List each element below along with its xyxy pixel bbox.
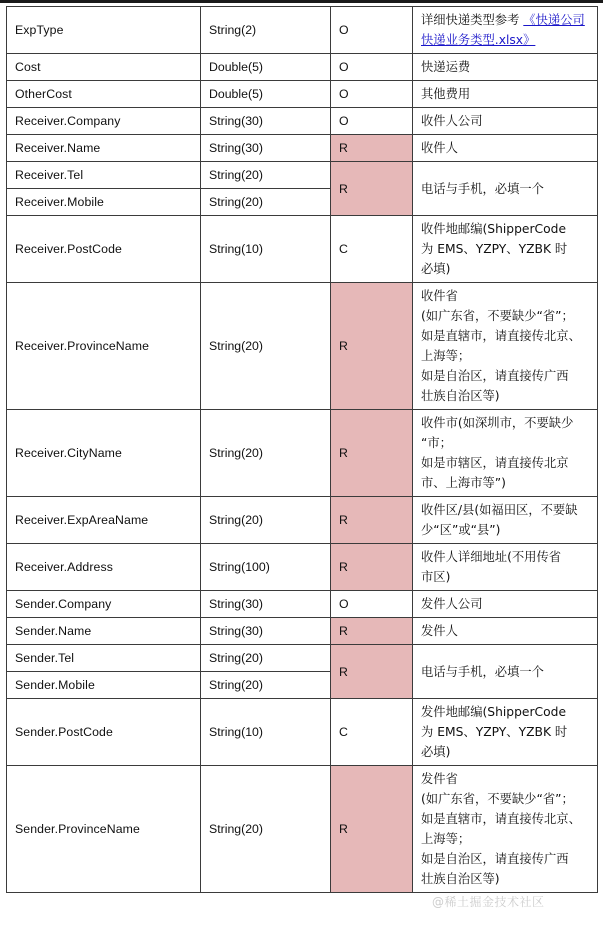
- description-cell: 收件人公司: [413, 108, 598, 135]
- description-cell: [413, 544, 598, 591]
- table-row: [7, 544, 598, 591]
- spec-table-container: [6, 6, 597, 893]
- required-flag-cell: O: [331, 81, 413, 108]
- field-name-cell: Sender.Company: [7, 591, 201, 618]
- description-line: 收件区/县(如福田区，不要缺: [421, 503, 578, 517]
- field-name-cell: Sender.ProvinceName: [7, 766, 201, 893]
- table-row: [7, 108, 598, 135]
- field-type-cell: String(10): [201, 699, 331, 766]
- description-line: 为 EMS、YZPY、YZBK 时: [421, 242, 568, 256]
- required-flag-cell: R: [331, 497, 413, 544]
- field-type-cell: String(20): [201, 672, 331, 699]
- description-cell: 收件人: [413, 135, 598, 162]
- description-line: 收件省: [421, 289, 458, 303]
- field-type-cell: String(30): [201, 108, 331, 135]
- description-cell: 发件人公司: [413, 591, 598, 618]
- field-type-cell: String(20): [201, 497, 331, 544]
- description-text: 详细快递类型参考: [421, 13, 524, 27]
- description-cell: 电话与手机，必填一个: [413, 645, 598, 699]
- description-line: 如是市辖区，请直接传北京: [421, 456, 569, 470]
- required-flag-cell: R: [331, 544, 413, 591]
- description-line: 必填): [421, 262, 451, 276]
- field-type-cell: String(10): [201, 216, 331, 283]
- field-name-cell: Receiver.ExpAreaName: [7, 497, 201, 544]
- description-line: 发件省: [421, 772, 458, 786]
- description-line: 发件地邮编(ShipperCode: [421, 705, 567, 719]
- table-row: [7, 699, 598, 766]
- description-line: 必填): [421, 745, 451, 759]
- description-line: 壮族自治区等): [421, 872, 500, 886]
- description-line: 收件市(如深圳市，不要缺少: [421, 416, 574, 430]
- field-name-cell: Receiver.ProvinceName: [7, 283, 201, 410]
- field-type-cell: String(2): [201, 7, 331, 54]
- table-row: [7, 497, 598, 544]
- field-type-cell: String(20): [201, 283, 331, 410]
- table-row: [7, 766, 598, 893]
- description-line: “市；: [421, 436, 452, 450]
- field-type-cell: String(20): [201, 645, 331, 672]
- required-flag-cell: O: [331, 591, 413, 618]
- field-name-cell: OtherCost: [7, 81, 201, 108]
- table-row: [7, 81, 598, 108]
- table-row: [7, 162, 598, 189]
- required-flag-cell: O: [331, 54, 413, 81]
- required-flag-cell: R: [331, 410, 413, 497]
- field-name-cell: Receiver.Company: [7, 108, 201, 135]
- field-type-cell: String(20): [201, 410, 331, 497]
- description-line: (如广东省，不要缺少“省”；: [421, 792, 574, 806]
- field-name-cell: Receiver.Name: [7, 135, 201, 162]
- description-line: 如是直辖市，请直接传北京、: [421, 812, 581, 826]
- table-row: [7, 54, 598, 81]
- description-cell: [413, 216, 598, 283]
- field-spec-table: [6, 6, 598, 893]
- description-line: 如是直辖市，请直接传北京、: [421, 329, 581, 343]
- field-name-cell: Sender.Mobile: [7, 672, 201, 699]
- description-line: 壮族自治区等): [421, 389, 500, 403]
- description-cell: [413, 766, 598, 893]
- description-line: 上海等；: [421, 349, 471, 363]
- table-row: [7, 7, 598, 54]
- required-flag-cell: R: [331, 283, 413, 410]
- field-name-cell: Receiver.PostCode: [7, 216, 201, 283]
- top-edge-rule: [0, 0, 603, 3]
- field-type-cell: String(20): [201, 162, 331, 189]
- table-row: [7, 645, 598, 672]
- express-type-doc-link[interactable]: 《快递公司快递业务类型.xlsx》: [421, 13, 585, 47]
- field-type-cell: String(100): [201, 544, 331, 591]
- field-name-cell: Sender.Name: [7, 618, 201, 645]
- table-row: [7, 283, 598, 410]
- field-name-cell: Receiver.Mobile: [7, 189, 201, 216]
- required-flag-cell: C: [331, 216, 413, 283]
- description-line: 市区): [421, 570, 451, 584]
- required-flag-cell: C: [331, 699, 413, 766]
- description-cell: 其他费用: [413, 81, 598, 108]
- table-row: [7, 618, 598, 645]
- description-line: 为 EMS、YZPY、YZBK 时: [421, 725, 568, 739]
- field-type-cell: String(30): [201, 591, 331, 618]
- field-type-cell: String(30): [201, 135, 331, 162]
- required-flag-cell: R: [331, 618, 413, 645]
- description-cell: [413, 7, 598, 54]
- required-flag-cell: R: [331, 766, 413, 893]
- field-name-cell: Cost: [7, 54, 201, 81]
- field-name-cell: Receiver.Address: [7, 544, 201, 591]
- field-name-cell: Receiver.Tel: [7, 162, 201, 189]
- description-line: 如是自治区，请直接传广西: [421, 852, 569, 866]
- field-type-cell: String(30): [201, 618, 331, 645]
- description-cell: [413, 497, 598, 544]
- field-type-cell: String(20): [201, 766, 331, 893]
- description-line: 收件人详细地址(不用传省: [421, 550, 562, 564]
- field-name-cell: Receiver.CityName: [7, 410, 201, 497]
- watermark: @稀土掘金技术社区: [432, 895, 545, 909]
- field-name-cell: ExpType: [7, 7, 201, 54]
- required-flag-cell: R: [331, 135, 413, 162]
- field-name-cell: Sender.PostCode: [7, 699, 201, 766]
- description-line: 收件地邮编(ShipperCode: [421, 222, 567, 236]
- required-flag-cell: O: [331, 108, 413, 135]
- required-flag-cell: R: [331, 645, 413, 699]
- description-line: 市、上海市等”): [421, 476, 506, 490]
- description-cell: 发件人: [413, 618, 598, 645]
- description-line: 如是自治区，请直接传广西: [421, 369, 569, 383]
- table-row: [7, 591, 598, 618]
- description-cell: 快递运费: [413, 54, 598, 81]
- table-row: [7, 216, 598, 283]
- table-row: [7, 135, 598, 162]
- description-cell: [413, 283, 598, 410]
- field-type-cell: String(20): [201, 189, 331, 216]
- description-cell: [413, 699, 598, 766]
- field-type-cell: Double(5): [201, 54, 331, 81]
- description-line: 上海等；: [421, 832, 471, 846]
- field-name-cell: Sender.Tel: [7, 645, 201, 672]
- description-cell: [413, 410, 598, 497]
- description-line: 少“区”或“县”): [421, 523, 501, 537]
- description-cell: 电话与手机，必填一个: [413, 162, 598, 216]
- required-flag-cell: O: [331, 7, 413, 54]
- description-line: (如广东省，不要缺少“省”；: [421, 309, 574, 323]
- field-type-cell: Double(5): [201, 81, 331, 108]
- table-row: [7, 410, 598, 497]
- required-flag-cell: R: [331, 162, 413, 216]
